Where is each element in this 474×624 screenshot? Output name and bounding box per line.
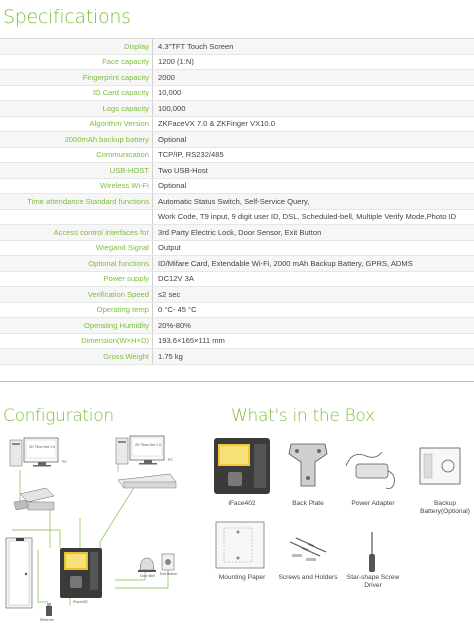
specifications-title: Specifications	[3, 6, 131, 28]
spec-row	[0, 334, 474, 350]
spec-value: Optional	[158, 181, 187, 191]
spec-label: Display	[124, 41, 149, 51]
box-item-caption: Screws and Holders	[278, 574, 338, 581]
spec-row	[0, 256, 474, 272]
backup-battery-icon	[418, 446, 462, 486]
spec-row	[0, 225, 474, 241]
box-item-caption: Power Adapter	[351, 500, 395, 507]
spec-row	[0, 194, 474, 210]
spec-label: Communication	[96, 150, 149, 160]
configuration-title: Configuration	[3, 406, 114, 426]
box-item-caption: Back Plate	[292, 500, 324, 507]
iface402-product-icon	[212, 436, 272, 496]
spec-value: 1200 (1:N)	[158, 57, 194, 67]
pc-tower-2-icon	[116, 438, 128, 464]
spec-row	[0, 55, 474, 71]
spec-label: Verification Speed	[87, 289, 149, 299]
spec-value: 20%-80%	[158, 320, 191, 330]
pc1-label: PC	[62, 460, 67, 464]
mounting-paper-icon	[214, 520, 266, 570]
pc2-screen-label: ZK Time.Net 1.0	[135, 443, 161, 447]
spec-row	[0, 148, 474, 164]
spec-label: Logs capacity	[102, 103, 149, 113]
spec-row	[0, 287, 474, 303]
pc1-screen-label: ZK Time.Net 1.0	[29, 445, 55, 449]
spec-label: ID Card capacity	[92, 88, 149, 98]
spec-value: ≤2 sec	[158, 289, 181, 299]
monitor-1-icon	[24, 438, 58, 467]
device-label: iFace402	[73, 600, 88, 604]
spec-row	[0, 318, 474, 334]
spec-label: Face capacity	[102, 57, 149, 67]
spec-row	[0, 163, 474, 179]
spec-value: ZKFaceVX 7.0 & ZKFinger VX10.0	[158, 119, 275, 129]
screw-driver-icon	[362, 530, 382, 574]
spec-label: Gross Weight	[103, 351, 149, 361]
spec-value: 3rd Party Electric Lock, Door Sensor, Exit Button	[158, 227, 322, 237]
screws-and-holders-icon	[286, 536, 330, 564]
spec-value: 0 °C- 45 °C	[158, 305, 197, 315]
spec-value: 4.3"TFT Touch Screen	[158, 41, 234, 51]
spec-row	[0, 303, 474, 319]
box-item-caption: Star-shape Screw Driver	[346, 574, 400, 589]
spec-label: Optional functions	[88, 258, 149, 268]
spec-label: Operating Humidity	[84, 320, 149, 330]
spec-value: DC12V 3A	[158, 274, 194, 284]
box-item-caption: iFace402	[228, 500, 256, 507]
exit-button-icon	[162, 554, 174, 570]
spec-row	[0, 349, 474, 365]
spec-label: Operating temp	[96, 305, 149, 315]
spec-row	[0, 210, 474, 226]
spec-value: 100,000	[158, 103, 186, 113]
specifications-table	[0, 38, 474, 365]
spec-row	[0, 132, 474, 148]
section-divider	[0, 381, 474, 382]
spec-label: Time attendance Standard functions	[27, 196, 149, 206]
spec-row	[0, 272, 474, 288]
spec-row	[0, 117, 474, 133]
spec-value: Automatic Status Switch, Self-Service Query,	[158, 196, 310, 206]
door-icon	[6, 538, 32, 608]
box-item-caption: Mounting Paper	[218, 574, 266, 581]
whats-in-the-box-title: What's in the Box	[231, 406, 375, 426]
pc2-label: PC	[168, 458, 173, 462]
spec-value: 10,000	[158, 88, 182, 98]
iface402-device-icon	[60, 548, 102, 598]
spec-value: Output	[158, 243, 181, 253]
spec-label: Access control interfaces for	[53, 227, 149, 237]
spec-label: Power supply	[103, 274, 149, 284]
power-adapter-icon	[342, 444, 400, 494]
usb-stick-icon	[46, 603, 52, 616]
spec-value: Work Code, T9 input, 9 digit user ID, DSL, Scheduled-bell, Multiple Verify Mode,Photo ID	[158, 212, 457, 222]
box-item-caption: Backup Battery(Optional)	[420, 500, 470, 515]
spec-label: Wiegand Signal	[95, 243, 149, 253]
spec-label: Fingerprint capacity	[82, 72, 149, 82]
pc-tower-1-icon	[10, 440, 22, 466]
spec-row	[0, 39, 474, 55]
spec-row	[0, 70, 474, 86]
spec-row	[0, 86, 474, 102]
usb-label: Ethernet	[40, 618, 54, 622]
spec-value: Optional	[158, 134, 187, 144]
spec-label: Algorithm Version	[89, 119, 149, 129]
spec-label: Dimension(W×H×D)	[81, 336, 149, 346]
spec-row	[0, 179, 474, 195]
spec-value: ID/Mifare Card, Extendable Wi-Fi, 2000 mAh Backup Battery, GPRS, ADMS	[158, 258, 413, 268]
spec-label: USB-HOST	[109, 165, 149, 175]
spec-value: Two USB-Host	[158, 165, 208, 175]
exit-button-label: Exit Button	[160, 572, 178, 576]
door-bell-icon	[138, 558, 156, 572]
spec-value: 1.75 kg	[158, 351, 183, 361]
spec-label: Wireless Wi-Fi	[100, 181, 149, 191]
bell-label: Door Bell	[140, 574, 155, 578]
monitor-2-icon	[130, 436, 164, 465]
spec-row	[0, 241, 474, 257]
spec-value: 2000	[158, 72, 175, 82]
spec-row	[0, 101, 474, 117]
back-plate-icon	[283, 440, 333, 492]
spec-value: 193.6×165×111 mm	[158, 336, 225, 346]
spec-label: 2000mAh backup battery	[64, 134, 149, 144]
spec-value: TCP/IP, RS232/485	[158, 150, 224, 160]
network-switch-icon	[118, 474, 176, 488]
configuration-diagram	[0, 430, 228, 624]
